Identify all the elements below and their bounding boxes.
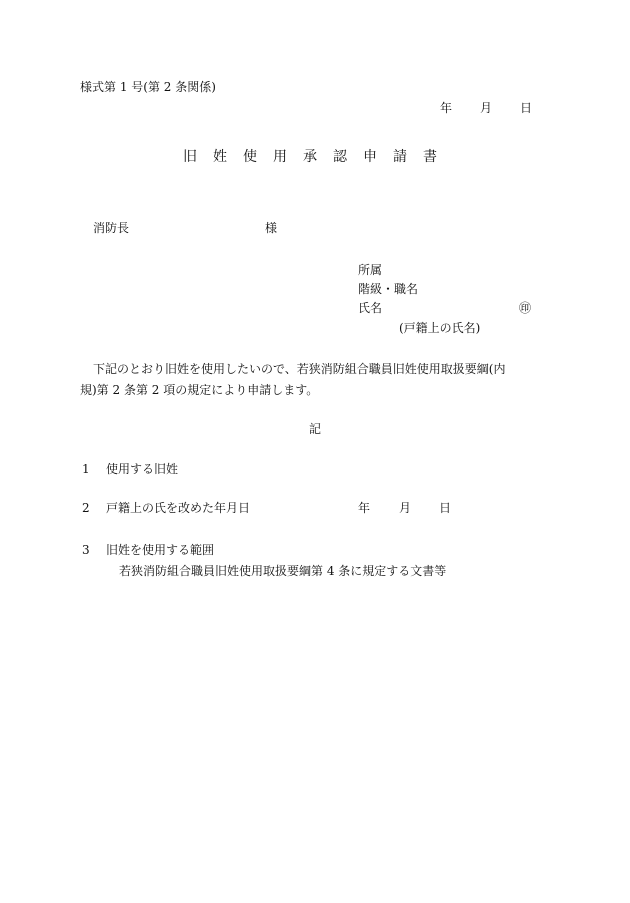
item-number: 1 (82, 462, 90, 476)
body-text-line-2: 規)第 2 条第 2 項の規定により申請します。 (80, 383, 319, 397)
date-year: 年 (440, 101, 453, 115)
item-number: 3 (82, 543, 90, 557)
addressee-office: 消防長 (93, 221, 130, 235)
date-day: 日 (520, 101, 533, 115)
koseki-name-note: (戸籍上の氏名) (399, 321, 481, 335)
date-month: 月 (480, 101, 493, 115)
item-number: 2 (82, 501, 90, 515)
name-label: 氏名 (358, 301, 383, 315)
surname-change-date (358, 500, 451, 516)
addressee-honorific: 様 (265, 221, 278, 235)
date-day: 日 (439, 501, 452, 515)
seal-mark: ㊞ (519, 301, 532, 315)
form-number: 様式第 1 号(第 2 条関係) (80, 80, 216, 94)
date-month: 月 (399, 501, 412, 515)
ki-heading: 記 (309, 422, 322, 436)
affiliation-label: 所属 (358, 263, 383, 277)
item-label: 使用する旧姓 (106, 462, 179, 476)
document-title: 旧 姓 使 用 承 認 申 請 書 (183, 149, 438, 165)
item-label: 旧姓を使用する範囲 (106, 543, 215, 557)
date-year: 年 (358, 501, 371, 515)
application-date (440, 100, 532, 116)
body-text-line-1: 下記のとおり旧姓を使用したいので、若狭消防組合職員旧姓使用取扱要綱(内 (93, 362, 506, 376)
item-label: 戸籍上の氏を改めた年月日 (106, 501, 251, 515)
rank-title-label: 階級・職名 (358, 282, 419, 296)
usage-scope-detail: 若狭消防組合職員旧姓使用取扱要綱第 4 条に規定する文書等 (119, 564, 447, 578)
